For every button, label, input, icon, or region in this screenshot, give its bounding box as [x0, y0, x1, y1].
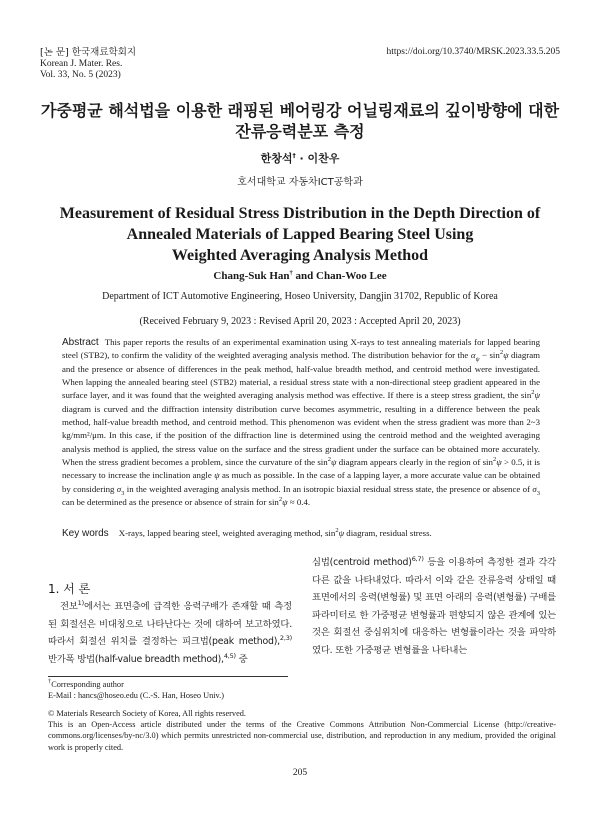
- keywords-text-1: X-rays, lapped bearing steel, weighted averaging method,: [118, 528, 325, 538]
- abstract-text-8: ≈ 0.4.: [287, 497, 311, 508]
- math-sq: 2: [499, 349, 504, 357]
- authors-korean: [0, 150, 600, 166]
- corresponding-mark-en: †: [289, 269, 293, 277]
- doi-link[interactable]: https://doi.org/10.3740/MRSK.2023.33.5.205: [386, 47, 560, 57]
- footnote-line1: Corresponding author: [51, 680, 124, 689]
- journal-volume: Vol. 33, No. 5 (2023): [40, 70, 121, 80]
- body-right-column: [312, 554, 556, 660]
- abstract-text-1: This paper reports the results of an experimental examination using X-rays to test annealing materials for lapped bearing steel (STB2), to confirm the validity of the weighted averaging analysis method. The distribution behavior for the: [62, 337, 540, 361]
- received-dates: (Received February 9, 2023 : Revised April 20, 2023 : Accepted April 20, 2023): [139, 316, 461, 327]
- left-text-2: 에서는 표면층에 급격한 응력구배가 존재할 때 측정된 회절선은 비대칭으로 나타난다는 것에 대하여 보고하였다. 따라서 회절선 위치를 결정하는 피크법(peak method),: [48, 601, 292, 648]
- math-3: 3: [121, 489, 125, 497]
- title-english: [40, 203, 560, 266]
- abstract-label: Abstract: [62, 337, 99, 348]
- ref-4[interactable]: 6,7): [411, 554, 424, 563]
- paragraph: [48, 598, 292, 668]
- math-sin: − sin: [479, 350, 500, 361]
- left-text-3: 반가폭 방법(half-value breadth method),: [48, 653, 224, 665]
- right-text-2: 등을 이용하여 측정한 결과 각각 다른 값을 나타내었다. 따라서 이와 같은 잔류응력 상태일 때 표면에서의 응력(변형률) 및 표면 아래의 응력(변형률) 구배를 파라미터로 한 가중평균 변형률과 편향되지 않은 관계에 있는 것은 회절선 중심위치에 대응하는 변형률이라는 것을 파악하였다. 또한 가중평균 변형률을 나타내는: [312, 557, 557, 656]
- journal-header: [40, 47, 136, 82]
- left-text-1: 전보: [60, 601, 78, 612]
- author-ko-1: 한창석: [260, 152, 293, 165]
- abstract-text-4: diagram appears clearly in the region of: [336, 457, 483, 468]
- footnote: [48, 679, 292, 701]
- right-text-1: 심법(centroid method): [312, 557, 412, 568]
- author-separator: ·: [295, 152, 308, 165]
- abstract-text-6: in the weighted averaging analysis method. In an isotropic biaxial residual stress state, the presence or absence of: [124, 483, 533, 494]
- affiliation-english: Department of ICT Automotive Engineering, Hoseo University, Dangjin 31702, Republic of Korea: [102, 291, 498, 302]
- journal-name-ko: [논 문] 한국재료학회지: [40, 47, 137, 58]
- copyright-notice: [48, 708, 556, 753]
- ref-3[interactable]: 4,5): [223, 651, 236, 660]
- author-en-rest: and Chan-Woo Lee: [292, 270, 387, 282]
- authors-english: [0, 270, 600, 282]
- math-sigma: σ: [116, 483, 122, 494]
- abstract-text-2: diagram and the presence or absence of differences in the peak method, half-value breadth method, and centroid method were investigated. When lapping the annealed bearing steel (STB2) material, a residual stress state with a non-directional steep gradient appeared in the surface layer, and it was found that the weighted averaging analysis method was effective. If there is a steep stress gradient, the: [62, 350, 541, 401]
- keywords-label: Key words: [62, 528, 109, 539]
- affiliation-korean: 호서대학교 자동차ICT공학과: [237, 177, 363, 188]
- abstract-text-3: diagram is curved and the diffraction intensity distribution curve becomes asymmetric, resulting in a difference between the peak method, half-value breadth method, and centroid method. This phenomenon was evident when the stress gradient was more than 2~3 kg/mm²/μm. In this case, if the position of the diffraction line is determined using the centroid method and the weighted averaging analysis method is applied, the stress value on the surface and the stress gradient under the surface can be obtained more accurately. When the stress gradient becomes a problem, since the curvature of the: [62, 403, 540, 468]
- title-korean-line2: 잔류응력분포 측정: [235, 122, 365, 141]
- math-psi: ψ: [503, 350, 509, 361]
- corresponding-mark: †: [292, 151, 296, 160]
- title-english-line3: Weighted Averaging Analysis Method: [171, 247, 429, 264]
- journal-name-en: Korean J. Mater. Res.: [40, 58, 123, 69]
- footnote-email[interactable]: E-Mail : hancs@hoseo.edu (C.-S. Han, Hoseo Univ.): [48, 691, 225, 700]
- copyright-line1: © Materials Research Society of Korea, All rights reserved.: [48, 709, 246, 718]
- title-english-line1: Measurement of Residual Stress Distribution in the Depth Direction of: [59, 205, 541, 222]
- math-alpha: α: [470, 350, 476, 361]
- body-left-column: [48, 598, 292, 668]
- footnote-divider: [48, 676, 288, 677]
- ref-2[interactable]: 2,3): [279, 634, 292, 643]
- author-ko-2: 이찬우: [307, 152, 340, 165]
- abstract-text-4b: > 0.5, it is necessary to increase the inclination angle: [62, 457, 540, 481]
- title-english-line2: Annealed Materials of Lapped Bearing Steel Using: [126, 226, 474, 243]
- author-en-1: Chang-Suk Han: [213, 270, 290, 282]
- license-text: This is an Open-Access article distributed under the terms of the Creative Commons Attribution Non-Commercial License (http://creative-commons.org/licenses/by-nc/3.0) which permits unrestricted non-commercial use, distribution, and reproduction in any medium, provided the original work is properly cited.: [48, 720, 556, 752]
- keywords-text-2: diagram, residual stress.: [344, 528, 432, 538]
- abstract: Abstract This paper reports the results of an experimental examination using X-rays to test annealing materials for lapped bearing steel (STB2), to confirm the validity of the weighted averaging analysis method. The distribution behavior for the $\alpha_\psi - \sin^2\psi$ diagram and the presence or absence of differences in the peak method, half-value breadth method, and centroid method were investigated. When lapping the annealed bearing steel (STB2) material, a residual stress state with a non-directional steep gradient appeared in the surface layer, and it was found that the weighted averaging analysis method was effective. If there is a steep stress gradient, the $\sin^2\psi$ diagram is curved and the diffraction intensity distribution curve becomes asymmetric, resulting in a difference between the peak method, half-value breadth method, and centroid method. This phenomenon was evident when the stress gradient was more than 2~3 kg/mm²/μm. In this case, if the position of the diffraction line is determined using the centroid method and the weighted averaging analysis method is applied, the stress value on the surface and the stress gradient under the surface can be obtained more accurately. When the stress gradient becomes a problem, since the curvature of the $\sin^2\psi$ diagram appears clearly in the region of $\sin^2\psi > 0.5$, it is necessary to increase the inclination angle ψ as much as possible. In the case of a lapping layer, a more accurate value can be obtained by considering $\sigma_3$ in the weighted averaging analysis method. In an isotropic biaxial residual stress state, the presence or absence of $\sigma_3$ can be determined as the presence or absence of strain for $\sin^2\psi \approx 0.4$.: [62, 337, 541, 508]
- paragraph: [312, 554, 556, 660]
- keywords: Key words X-rays, lapped bearing steel, weighted averaging method, $\sin^2\psi$ diagram, residual stress.: [62, 527, 432, 539]
- ref-1[interactable]: 1): [77, 598, 84, 607]
- title-korean: [30, 100, 570, 142]
- footnote-mark: †: [48, 678, 52, 686]
- math-psi-sub: ψ: [475, 356, 480, 364]
- section-title-introduction: 1. 서 론: [48, 582, 91, 596]
- page-number: 205: [292, 768, 308, 778]
- abstract-text-5: as much as possible. In the case of a lapping layer, a more accurate value can be obtained by considering: [62, 470, 541, 494]
- title-korean-line1: 가중평균 해석법을 이용한 래핑된 베어링강 어닐링재료의 깊이방향에 대한: [40, 101, 560, 120]
- left-text-4: 중: [235, 653, 248, 665]
- abstract-text-7: can be determined as the presence or absence of strain for: [62, 497, 269, 508]
